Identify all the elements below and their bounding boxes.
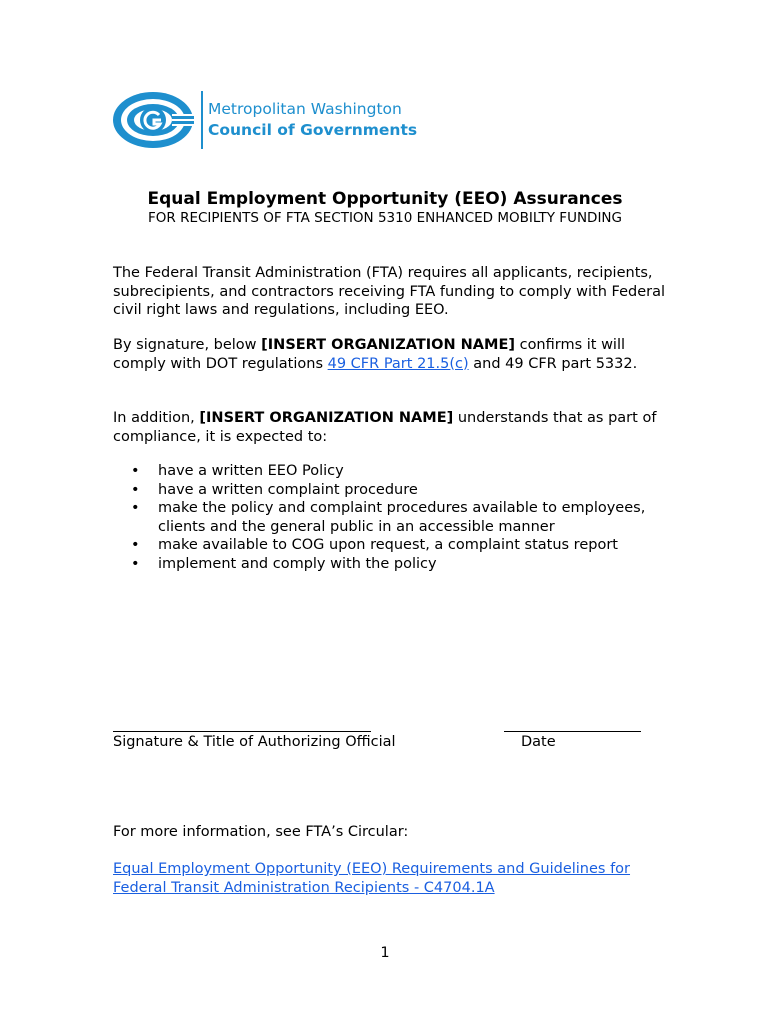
- compliance-paragraph: [113, 409, 673, 446]
- document-subtitle: FOR RECIPIENTS OF FTA SECTION 5310 ENHANCED MOBILTY FUNDING: [148, 210, 622, 226]
- more-info-text: For more information, see FTA’s Circular:: [113, 824, 409, 840]
- date-line[interactable]: [504, 731, 641, 732]
- document-title: Equal Employment Opportunity (EEO) Assurances: [147, 189, 623, 209]
- list-item: [113, 481, 673, 500]
- list-item: [113, 499, 673, 536]
- logo-divider: [201, 91, 203, 149]
- list-item: [113, 462, 673, 481]
- cog-logo-icon: [112, 90, 194, 150]
- para3-post: understands that as part of compliance, it is expected to:: [113, 410, 657, 445]
- intro-paragraph: The Federal Transit Administration (FTA) requires all applicants, recipients, subrecipients, and contractors receiving FTA funding to comply with Federal civil right laws and regulations, including EEO.: [113, 265, 665, 318]
- para3-pre: In addition,: [113, 410, 200, 426]
- list-item-text: implement and comply with the policy: [158, 555, 437, 572]
- list-item: [113, 555, 673, 574]
- signature-line[interactable]: [113, 731, 371, 732]
- circular-link-block: [113, 860, 673, 897]
- list-item-text: make available to COG upon request, a complaint status report: [158, 537, 618, 553]
- bullet-icon: •: [131, 537, 140, 553]
- logo-line-2: Council of Governments: [208, 121, 418, 139]
- signature-confirmation-paragraph: [113, 336, 673, 373]
- para2-mid: confirms it will comply with DOT regulations: [113, 337, 626, 372]
- para2-pre: By signature, below: [113, 337, 262, 353]
- logo-line-1: Metropolitan Washington: [208, 100, 402, 118]
- page-number: 1: [380, 945, 390, 961]
- list-item-text: have a written EEO Policy: [158, 463, 344, 479]
- list-item-text: have a written complaint procedure: [158, 481, 418, 498]
- cfr-21-link[interactable]: 49 CFR Part 21.5(c): [327, 355, 469, 372]
- signature-label: Signature & Title of Authorizing Official: [113, 734, 396, 750]
- para2-post: and 49 CFR part 5332.: [468, 355, 638, 372]
- bullet-icon: •: [131, 481, 140, 498]
- bullet-icon: •: [131, 555, 140, 572]
- org-name-placeholder: [INSERT ORGANIZATION NAME]: [261, 337, 515, 353]
- requirements-list: [113, 462, 673, 573]
- fta-circular-link[interactable]: Equal Employment Opportunity (EEO) Requirements and Guidelines for Federal Transit Administration Recipients - C4704.1A: [113, 861, 631, 896]
- list-item: [113, 536, 673, 555]
- cog-logo: [112, 90, 417, 150]
- date-label: Date: [521, 734, 556, 750]
- list-item-text: make the policy and complaint procedures available to employees, clients and the general public in an accessible manner: [158, 500, 646, 535]
- org-name-placeholder: [INSERT ORGANIZATION NAME]: [199, 410, 454, 426]
- bullet-icon: •: [131, 463, 140, 479]
- logo-wordmark: [208, 99, 417, 141]
- bullet-icon: •: [131, 500, 140, 516]
